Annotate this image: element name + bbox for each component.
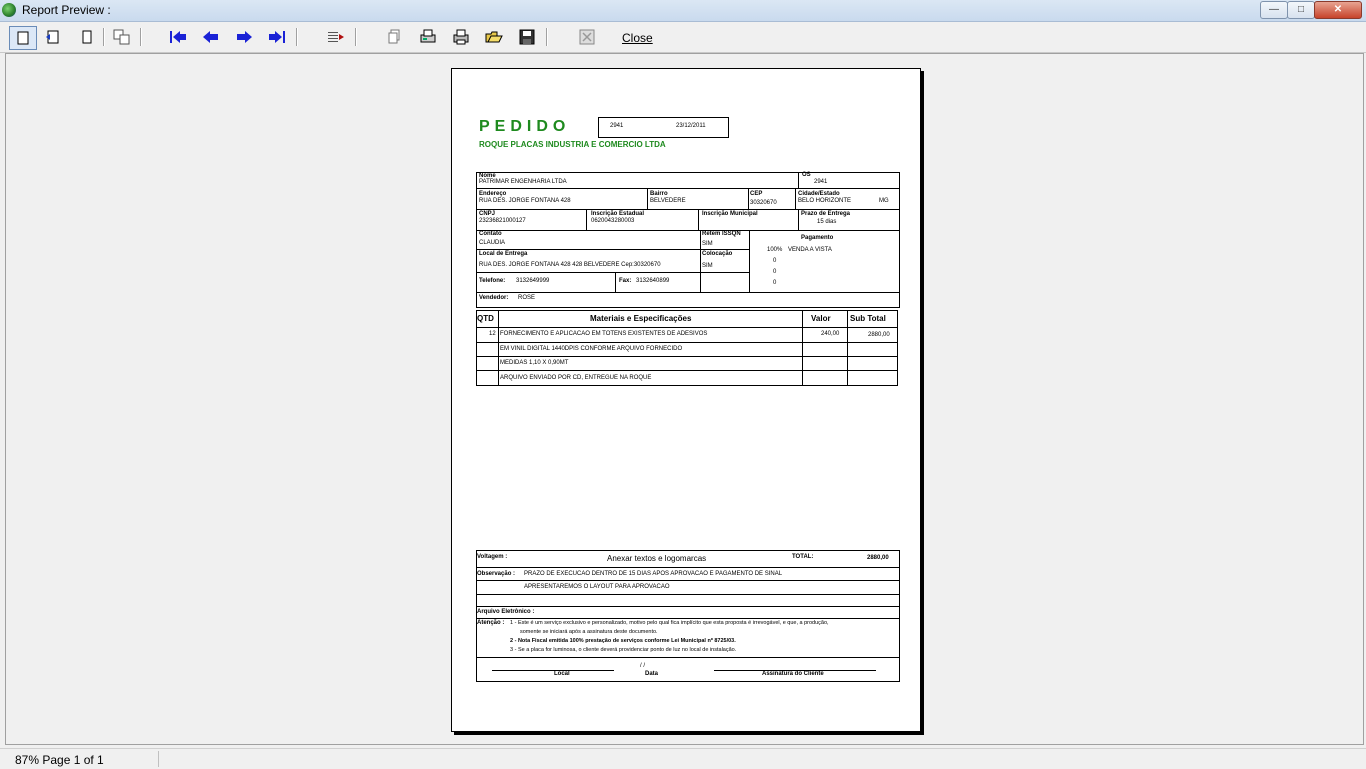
label-atencao: Atenção : (477, 620, 505, 626)
atencao-3: 2 - Nota Fiscal emitida 100% prestação de serviços conforme Lei Municipal nº 8725/03. (510, 638, 736, 644)
date-slashes: / / (640, 663, 646, 669)
label-nome: Nome (479, 173, 496, 179)
title-bar (0, 0, 1366, 22)
label-total: TOTAL: (792, 554, 814, 560)
goto-page-icon[interactable] (325, 26, 347, 48)
pagamento-zero-3: 0 (773, 280, 777, 286)
label-cnpj: CNPJ (479, 211, 496, 217)
label-prazo: Prazo de Entrega (801, 211, 851, 217)
pagamento-pct: 100% (767, 247, 783, 253)
next-page-icon[interactable] (233, 26, 255, 48)
telefone-value: 3132649999 (516, 278, 550, 284)
label-colocacao: Colocação (702, 251, 733, 257)
window-title: Report Preview : (22, 3, 111, 17)
toolbar-separator (103, 28, 105, 46)
toolbar-separator (355, 28, 357, 46)
label-local: Local de Entrega (479, 251, 528, 257)
label-im: Inscrição Municipal (702, 211, 758, 217)
nome-value: PATRIMAR ENGENHARIA LTDA (479, 179, 567, 185)
pagamento-desc: VENDA A VISTA (788, 247, 832, 253)
anexar-text: Anexar textos e logomarcas (607, 554, 707, 563)
observacao-1: PRAZO DE EXECUCAO DENTRO DE 15 DIAS APOS APROVACAO E PAGAMENTO DE SINAL (524, 571, 783, 577)
maximize-button[interactable]: □ (1287, 1, 1315, 19)
cnpj-value: 23236821000127 (479, 218, 526, 224)
label-observacao: Observação : (477, 571, 516, 577)
atencao-2: somente se iniciará após a assinatura deste documento. (520, 629, 658, 635)
order-number: 2941 (610, 123, 624, 129)
col-materiais: Materiais e Especificações (590, 314, 692, 323)
label-cidade: Cidade/Estado (798, 191, 840, 197)
estado-value: MG (879, 198, 889, 204)
sig-data: Data (645, 671, 659, 677)
label-endereco: Endereço (479, 191, 507, 197)
col-subtotal: Sub Total (850, 314, 886, 323)
label-vendedor: Vendedor: (479, 295, 509, 301)
last-page-icon[interactable] (266, 26, 288, 48)
save-icon[interactable] (516, 26, 538, 48)
retem-value: SIM (702, 241, 713, 247)
cidade-value: BELO HORIZONTE (798, 198, 852, 204)
sig-local: Local (554, 671, 570, 677)
pagamento-zero-1: 0 (773, 258, 777, 264)
prev-page-icon[interactable] (200, 26, 222, 48)
col-valor: Valor (811, 314, 831, 323)
open-icon[interactable] (483, 26, 505, 48)
toolbar-separator (546, 28, 548, 46)
contato-value: CLAUDIA (479, 240, 506, 246)
atencao-4: 3 - Se a placa for luminosa, o cliente deverá providenciar ponto de luz no local de instalação. (510, 647, 737, 653)
item-desc: FORNECIMENTO E APLICACAO EM TOTENS EXISTENTES DE ADESIVOS (500, 331, 708, 337)
item-valor: 240,00 (821, 331, 840, 337)
report-title: PEDIDO (479, 118, 571, 135)
multi-page-icon[interactable] (111, 26, 133, 48)
label-pagamento: Pagamento (801, 235, 834, 241)
local-value: RUA DES. JORGE FONTANA 428 428 BELVEDERE Cep:30320670 (479, 262, 661, 268)
footer-block (476, 550, 900, 682)
label-fax: Fax: (619, 278, 632, 284)
page-width-icon[interactable] (76, 26, 98, 48)
toolbar-separator (140, 28, 142, 46)
app-icon (2, 3, 16, 17)
item-desc: ARQUIVO ENVIADO POR CD, ENTREGUE NA ROQUE (500, 375, 652, 381)
total-value: 2880,00 (867, 555, 889, 561)
label-voltagem: Voltagem : (477, 554, 508, 560)
print-setup-icon[interactable] (417, 26, 439, 48)
label-arquivo: Arquivo Eletrônico : (477, 609, 535, 615)
item-desc: MEDIDAS 1,10 X 0,90MT (500, 360, 569, 366)
two-page-icon[interactable] (42, 26, 64, 48)
copy-icon[interactable] (383, 26, 405, 48)
close-window-button[interactable]: ✕ (1314, 1, 1362, 19)
observacao-2: APRESENTAREMOS O LAYOUT PARA APROVACAO (524, 584, 670, 590)
prazo-value: 15 dias (817, 219, 837, 225)
page-view-icon[interactable] (9, 26, 37, 50)
toolbar-separator (296, 28, 298, 46)
cep-value: 30320670 (750, 200, 777, 206)
item-desc: EM VINIL DIGITAL 1440DPIS CONFORME ARQUIVO FORNECIDO (500, 346, 683, 352)
item-qtd: 12 (489, 331, 496, 337)
sig-assinatura: Assinatura do Cliente (762, 671, 824, 677)
company-name: ROQUE PLACAS INDUSTRIA E COMERCIO LTDA (479, 140, 666, 149)
atencao-1: 1 - Este é um serviço exclusivo e personalizado, motivo pelo qual fica implícito que esta proposta é irrevogável, e que, a produção, (510, 620, 829, 626)
first-page-icon[interactable] (167, 26, 189, 48)
item-subtotal: 2880,00 (868, 332, 890, 338)
status-divider (158, 751, 159, 767)
col-qtd: QTD (477, 314, 494, 323)
order-date: 23/12/2011 (676, 123, 706, 129)
bairro-value: BELVEDERE (650, 198, 686, 204)
fax-value: 3132640899 (636, 278, 670, 284)
report-page (451, 68, 921, 732)
label-cep: CEP (750, 191, 763, 197)
endereco-value: RUA DES. JORGE FONTANA 428 (479, 198, 571, 204)
close-button[interactable]: Close (622, 31, 653, 45)
print-icon[interactable] (450, 26, 472, 48)
colocacao-value: SIM (702, 263, 713, 269)
vendedor-value: ROSE (518, 295, 536, 301)
minimize-button[interactable]: — (1260, 1, 1288, 19)
toolbar (0, 22, 1366, 53)
os-value: 2941 (814, 179, 828, 185)
status-text: 87% Page 1 of 1 (15, 753, 104, 767)
label-os: OS (802, 172, 811, 178)
pagamento-zero-2: 0 (773, 269, 777, 275)
status-bar (0, 748, 1366, 769)
label-telefone: Telefone: (479, 278, 506, 284)
ie-value: 0620043280003 (591, 218, 635, 224)
label-ie: Inscrição Estadual (591, 211, 645, 217)
label-retem: Retem ISSQN (702, 231, 741, 237)
label-bairro: Bairro (650, 191, 668, 197)
export-icon[interactable] (576, 26, 598, 48)
label-contato: Contato (479, 231, 502, 237)
